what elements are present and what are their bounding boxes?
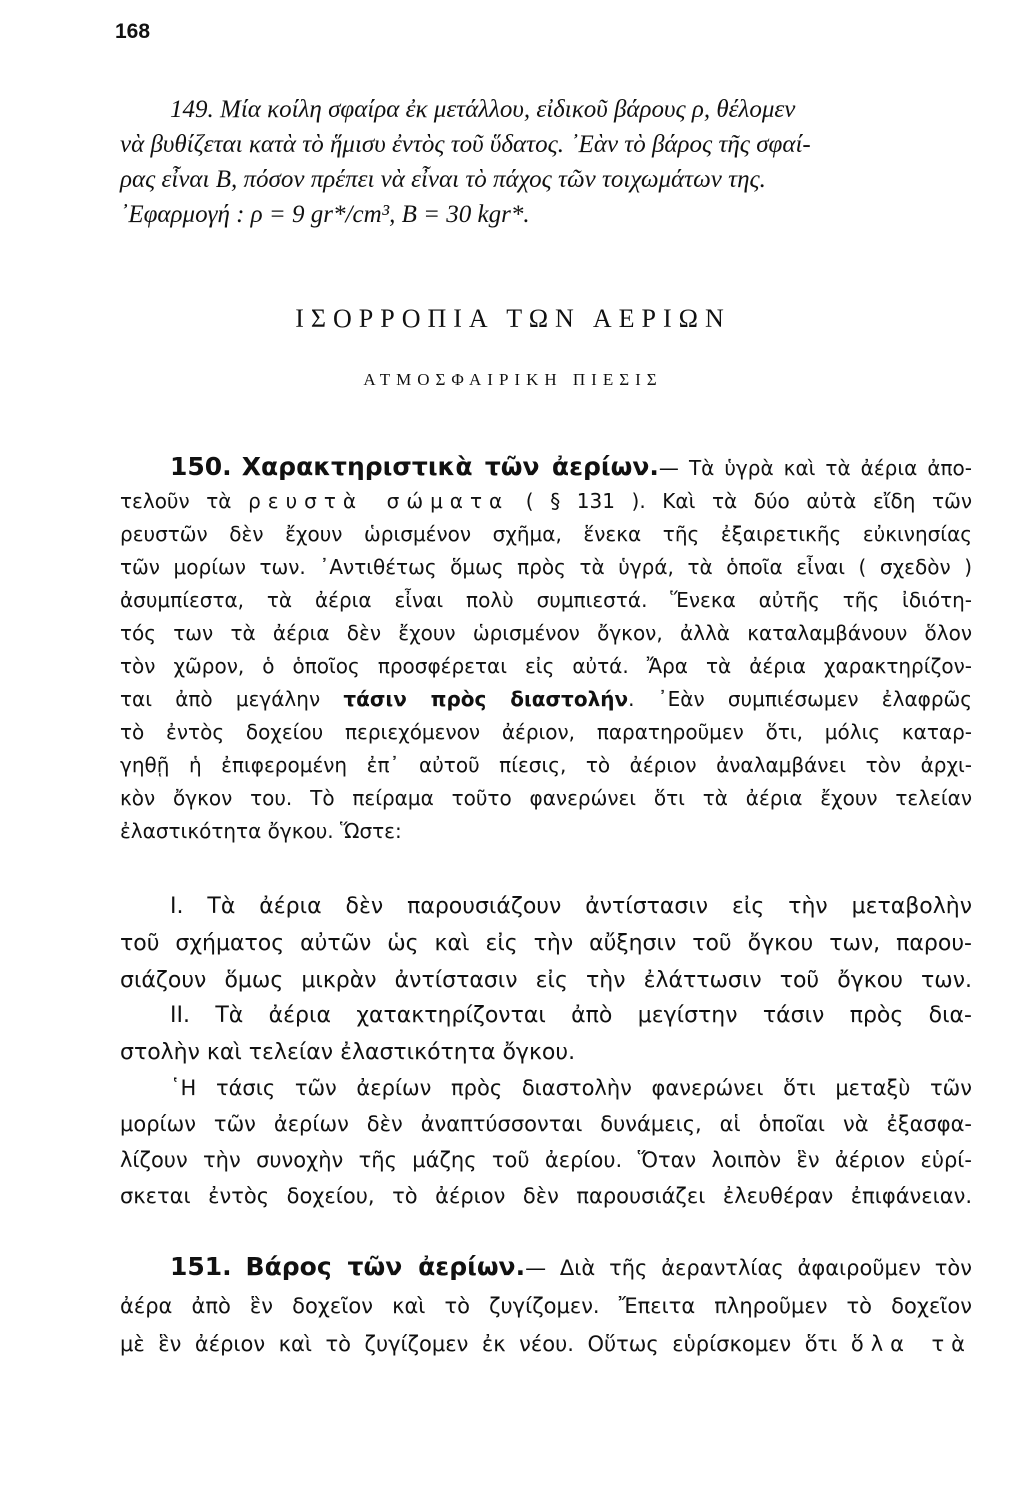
section-150-line-8 (120, 683, 972, 716)
section-151-line-3-a: μὲ ἓν ἀέριον καὶ τὸ ζυγίζομεν ἐκ νέου. Οὕτως εὑρίσκομεν ὅτι (120, 1332, 838, 1356)
section-150-title: Χαρακτηριστικὰ τῶν ἀερίων. (241, 452, 659, 481)
point-i-line-3: σιάζουν ὅμως μικρὰν ἀντίστασιν εἰς τὴν ἐλάττωσιν τοῦ ὄγκου των. (120, 968, 972, 993)
problem-149-line-1: 149. Μία κοίλη σφαίρα ἐκ μετάλλου, εἰδικοῦ βάρους ρ, θέλομεν (170, 96, 796, 123)
section-150-line-11: κὸν ὄγκον του. Τὸ πείραμα τοῦτο φανερώνει ὅτι τὰ ἀέρια ἔχουν τελείαν (120, 786, 972, 810)
page-number: 168 (115, 20, 151, 43)
point-ii (120, 997, 972, 1071)
section-150-line-5: ἀσυμπίεστα, τὰ ἀέρια εἶναι πολὺ συμπιεστά. Ἕνεκα αὐτῆς τῆς ἰδιότη- (120, 588, 972, 612)
point-i-line-2: τοῦ σχήματος αὐτῶν ὡς καὶ εἰς τὴν αὔξησιν τοῦ ὄγκου των, παρου- (120, 931, 972, 956)
section-151-title: Βάρος τῶν ἀερίων. (245, 1252, 526, 1281)
section-150-line-4: τῶν μορίων των. ᾿Αντιθέτως ὅμως πρὸς τὰ ὑγρά, τὰ ὁποῖα εἶναι ( σχεδὸν ) (120, 555, 972, 579)
point-i-line-1: I. Τὰ ἀέρια δὲν παρουσιάζουν ἀντίστασιν εἰς τὴν μεταβολὴν (170, 894, 972, 919)
section-150-line-2-b: ( § 131 ). Καὶ τὰ δύο αὐτὰ εἴδη τῶν (525, 489, 972, 513)
section-150-line-2-a: τελοῦν τὰ (120, 489, 232, 513)
note-paragraph (120, 1070, 972, 1214)
section-150-line-7: τὸν χῶρον, ὁ ὁποῖος προσφέρεται εἰς αὐτά. Ἄρα τὰ ἀέρια χαρακτηρίζον- (120, 654, 972, 678)
section-150-number: 150. (170, 452, 232, 481)
section-151-line-3 (120, 1325, 972, 1363)
section-150 (120, 450, 972, 848)
section-150-line-12: ἐλαστικότητα ὄγκου. Ὥστε: (120, 819, 402, 843)
section-150-line-1 (120, 450, 972, 485)
problem-149-line-3: ρας εἶναι Β, πόσον πρέπει νὰ εἶναι τὸ πάχος τῶν τοιχωμάτων της. (120, 166, 766, 193)
section-150-line-2 (120, 485, 972, 518)
point-ii-line-1: II. Τὰ ἀέρια χατακτηρίζονται ἀπὸ μεγίστην τάσιν πρὸς δια- (170, 1003, 972, 1028)
section-150-line-1-rest: — Τὰ ὑγρὰ καὶ τὰ ἀέρια ἀπο- (658, 456, 972, 480)
section-150-line-8-b: . ᾿Εὰν συμπιέσωμεν ἐλαφρῶς (628, 687, 973, 711)
note-line-3: λίζουν τὴν συνοχὴν τῆς μάζης τοῦ ἀερίου. Ὅταν λοιπὸν ἓν ἀέριον εὑρί- (120, 1148, 972, 1172)
section-151-spaced-term: ὅλα τὰ (850, 1332, 972, 1356)
chapter-heading: ΙΣΟΡΡΟΠΙΑ ΤΩΝ ΑΕΡΙΩΝ (295, 304, 731, 333)
point-i (120, 888, 972, 999)
note-line-4: σκεται ἐντὸς δοχείου, τὸ ἀέριον δὲν παρουσιάζει ἐλευθέραν ἐπιφάνειαν. (120, 1184, 972, 1208)
section-150-line-6: τός των τὰ ἀέρια δὲν ἔχουν ὡρισμένον ὄγκον, ἀλλὰ καταλαμβάνουν ὅλον (120, 621, 972, 645)
section-151 (120, 1248, 972, 1363)
section-150-line-9: τὸ ἐντὸς δοχείου περιεχόμενον ἀέριον, παρατηροῦμεν ὅτι, μόλις καταρ- (120, 720, 972, 744)
section-150-bold-term: τάσιν πρὸς διαστολήν (343, 687, 629, 711)
section-151-line-1 (120, 1248, 972, 1287)
problem-149-line-4: ᾿Εφαρμογή : ρ = 9 gr*/cm³, Β = 30 kgr*. (120, 201, 530, 228)
section-150-line-10: γηθῇ ἡ ἐπιφερομένη ἐπ᾿ αὐτοῦ πίεσις, τὸ ἀέριον ἀναλαμβάνει τὸν ἀρχι- (120, 753, 972, 777)
section-151-number: 151. (170, 1252, 232, 1281)
section-151-line-1-rest: — Διὰ τῆς ἀεραντλίας ἀφαιροῦμεν τὸν (525, 1256, 972, 1280)
section-150-line-3: ρευστῶν δὲν ἔχουν ὡρισμένον σχῆμα, ἕνεκα τῆς ἐξαιρετικῆς εὐκινησίας (120, 522, 972, 546)
point-ii-line-2: στολὴν καὶ τελείαν ἐλαστικότητα ὄγκου. (120, 1040, 576, 1065)
section-151-line-2: ἀέρα ἀπὸ ἓν δοχεῖον καὶ τὸ ζυγίζομεν. Ἔπειτα πληροῦμεν τὸ δοχεῖον (120, 1294, 972, 1318)
problem-149-line-2: νὰ βυθίζεται κατὰ τὸ ἥμισυ ἐντὸς τοῦ ὕδατος. ᾿Εὰν τὸ βάρος τῆς σφαί- (120, 131, 811, 158)
note-line-1: ῾Η τάσις τῶν ἀερίων πρὸς διαστολὴν φανερώνει ὅτι μεταξὺ τῶν (170, 1076, 972, 1100)
section-150-line-8-a: ται ἀπὸ μεγάλην (120, 687, 321, 711)
note-line-2: μορίων τῶν ἀερίων δὲν ἀναπτύσσονται δυνάμεις, αἱ ὁποῖαι νὰ ἐξασφα- (120, 1112, 972, 1136)
problem-149 (120, 92, 972, 232)
section-150-spaced-term: ρευστὰ σώματα (248, 489, 510, 513)
chapter-subheading: ΑΤΜΟΣΦΑΙΡΙΚΗ ΠΙΕΣΙΣ (363, 370, 663, 389)
